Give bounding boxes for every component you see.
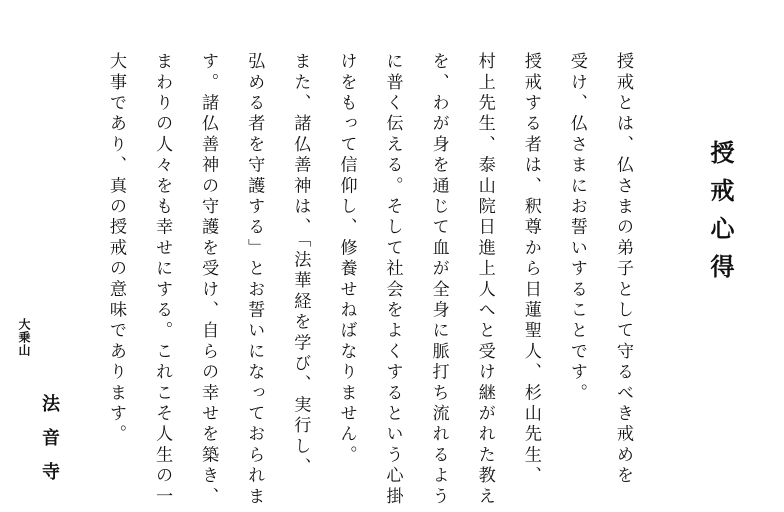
body-line: 授戒する者は、釈尊から日蓮聖人、杉山先生、 xyxy=(520,52,541,487)
body-line: また、諸仏善神は、「法華経を学び、実行し、 xyxy=(290,52,311,479)
document-title: 授戒心得 xyxy=(706,140,735,292)
body-line: 村上先生、泰山院日進上人へと受け継がれた教え xyxy=(474,52,495,508)
temple-name: 法音寺 xyxy=(39,394,60,496)
body-line: 弘める者を守護する」とお誓いになっておられま xyxy=(244,52,265,508)
body-line: す。諸仏善神の守護を受け、自らの幸せを築き、 xyxy=(198,52,219,508)
body-line: 授戒とは、仏さまの弟子として守るべき戒めを xyxy=(613,52,633,487)
body-line: けをもって信仰し、修養せねばなりません。 xyxy=(336,52,357,466)
body-line: まわりの人々をも幸せにする。これこそ人生の一 xyxy=(152,52,173,508)
body-line: に普く伝える。そして社会をよくするという心掛 xyxy=(382,52,403,508)
body-line: 受け、仏さまにお誓いすることです。 xyxy=(566,52,587,404)
document-body xyxy=(93,52,646,508)
body-line: 大事であり、真の授戒の意味であります。 xyxy=(105,52,126,446)
organization-name: 大乗山 xyxy=(17,318,31,357)
body-line: を、わが身を通じて血が全身に脈打ち流れるよう xyxy=(428,52,449,508)
